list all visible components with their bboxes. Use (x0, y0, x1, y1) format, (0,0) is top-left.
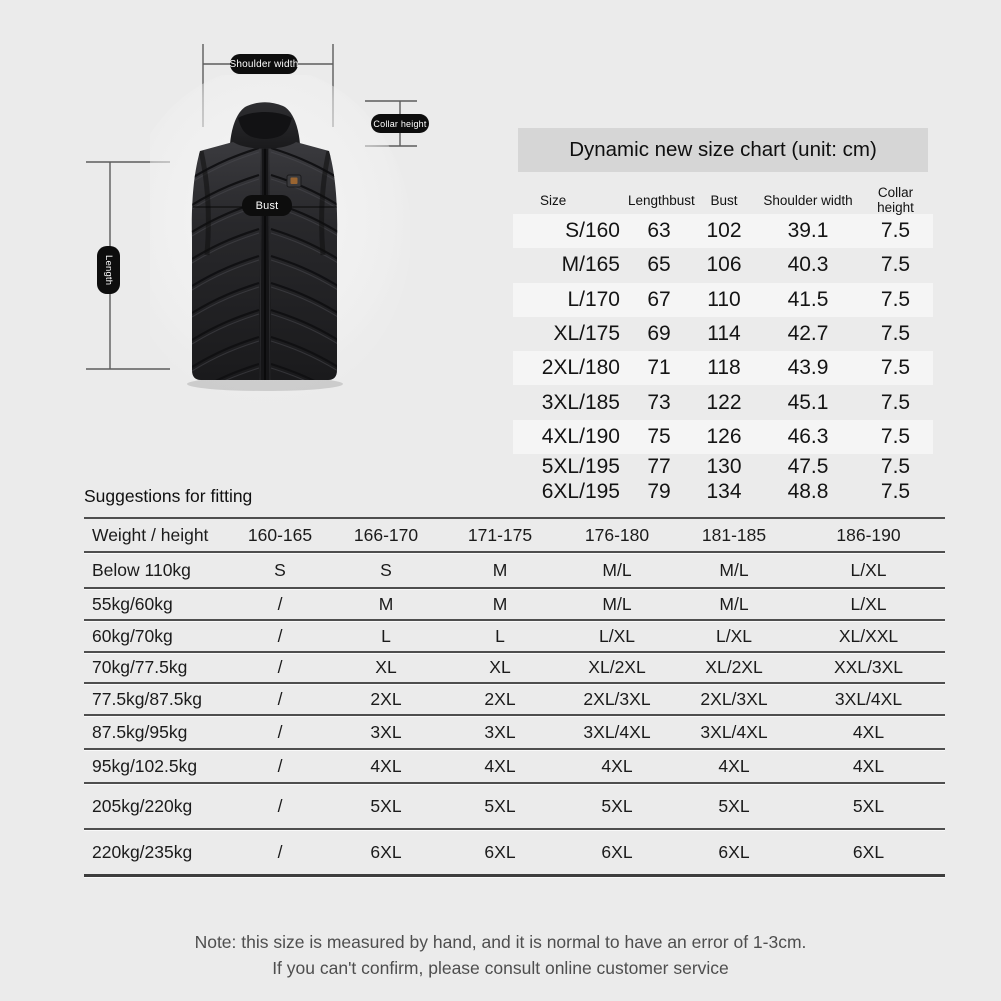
fitting-column-header: 176-180 (584, 524, 650, 545)
size-chart-title: Dynamic new size chart (unit: cm) (518, 128, 928, 172)
fitting-table-row (84, 750, 945, 784)
fitting-column-header: 181-185 (701, 524, 767, 545)
fitting-table-cell: 3XL (370, 721, 402, 742)
size-table-row (513, 283, 933, 317)
fitting-table-row (84, 621, 945, 653)
size-table-cell: 130 (706, 454, 742, 478)
fitting-table-cell: 4XL (852, 721, 885, 742)
fitting-table-cell: 5XL (852, 795, 885, 816)
fitting-table-cell: Below 110kg (92, 559, 191, 580)
fitting-column-header: 186-190 (836, 524, 901, 545)
size-table-cell: 5XL/195 (541, 454, 620, 478)
fitting-table-row (84, 653, 945, 684)
size-table-cell: 47.5 (787, 454, 829, 478)
fitting-table-cell: 6XL (484, 841, 516, 862)
size-table-cell: 7.5 (880, 356, 911, 380)
size-chart-column-headers (513, 185, 933, 215)
fitting-table-cell: L/XL (850, 559, 887, 580)
fitting-table-cell: XL/2XL (705, 657, 763, 677)
fitting-table-cell: XL/XXL (838, 625, 899, 646)
fitting-column-header: 160-165 (247, 524, 313, 545)
fitting-table-cell: XL (375, 657, 397, 677)
fitting-table-cell: 70kg/77.5kg (92, 657, 188, 677)
size-column-header: Shoulder width (763, 192, 853, 208)
size-table-cell: S/160 (565, 219, 620, 243)
size-table-cell: 65 (647, 253, 671, 277)
fitting-table-cell: 2XL (370, 688, 402, 709)
size-table-cell: 102 (706, 219, 742, 243)
size-table-cell: 69 (647, 322, 671, 346)
size-table-cell: 40.3 (787, 253, 829, 277)
size-table-row (513, 420, 933, 454)
fitting-table-cell: XXL/3XL (833, 657, 904, 677)
size-column-header: Lengthbust (628, 192, 695, 208)
fitting-table-cell: S (380, 559, 392, 580)
fitting-table-cell: M/L (719, 593, 749, 614)
fitting-table-cell: M (492, 593, 508, 614)
size-table-cell: 48.8 (787, 479, 829, 503)
size-table-cell: 46.3 (787, 424, 829, 448)
fitting-table-cell: M (378, 593, 394, 614)
fitting-table-cell: 4XL (718, 755, 750, 776)
fitting-table-cell: XL/2XL (588, 657, 646, 677)
fitting-table-cell: M/L (602, 593, 632, 614)
fitting-table-cell: M/L (719, 559, 749, 580)
fitting-table-cell: L (381, 625, 391, 646)
fitting-table-cell: 87.5kg/95kg (92, 721, 188, 742)
size-table-cell: 41.5 (787, 287, 829, 311)
length-label: Length (97, 246, 120, 294)
fitting-column-header: 166-170 (353, 524, 419, 545)
fitting-table-cell: 77.5kg/87.5kg (92, 688, 202, 709)
size-table-row (513, 214, 933, 248)
fitting-table (84, 517, 945, 877)
size-table-cell: 7.5 (880, 390, 911, 414)
fitting-table-cell: 6XL (601, 841, 633, 862)
size-table-cell: 114 (707, 322, 741, 346)
size-chart-rows (513, 214, 933, 504)
fitting-table-cell: 2XL/3XL (700, 688, 768, 709)
fitting-table-cell: 60kg/70kg (92, 625, 173, 646)
fitting-table-cell: L (495, 625, 505, 646)
size-table-cell: 134 (706, 479, 742, 503)
size-table-cell: 7.5 (880, 454, 911, 478)
size-table-cell: 106 (706, 253, 742, 277)
size-table-row (513, 454, 933, 479)
fitting-table-cell: 5XL (718, 795, 750, 816)
size-table-cell: 77 (647, 454, 671, 478)
fitting-table-cell: 4XL (852, 755, 885, 776)
fitting-table-row (84, 784, 945, 830)
fitting-section-title: Suggestions for fitting (84, 486, 253, 506)
fitting-table-cell: M (492, 559, 508, 580)
fitting-table-cell: / (277, 688, 283, 709)
size-table-cell: 7.5 (880, 322, 911, 346)
heat-control-button (287, 175, 301, 187)
size-table-cell: 71 (647, 356, 671, 380)
size-table-cell: 39.1 (787, 219, 829, 243)
fitting-header-row (84, 519, 945, 553)
size-table-row (513, 248, 933, 282)
fitting-column-header: 171-175 (467, 524, 533, 545)
fitting-table-cell: L/XL (716, 625, 752, 646)
fitting-table-cell: L/XL (850, 593, 887, 614)
size-table-cell: 79 (647, 479, 671, 503)
fitting-table-cell: 3XL/4XL (700, 721, 768, 742)
size-table-cell: 45.1 (787, 390, 829, 414)
size-table-row (513, 479, 933, 504)
size-table-cell: 7.5 (880, 219, 911, 243)
fitting-table-cell: 4XL (370, 755, 402, 776)
fitting-table-row (84, 716, 945, 750)
fitting-table-cell: / (277, 795, 283, 816)
size-column-header: Size (540, 192, 567, 208)
fitting-table-cell: L/XL (599, 625, 635, 646)
fitting-table-cell: 220kg/235kg (92, 841, 193, 862)
size-table-row (513, 317, 933, 351)
fitting-table-row (84, 589, 945, 621)
fitting-column-header: Weight / height (92, 524, 209, 545)
fitting-table-cell: 6XL (852, 841, 885, 862)
fitting-table-cell: 55kg/60kg (92, 593, 173, 614)
fitting-table-row (84, 830, 945, 877)
size-table-cell: 6XL/195 (541, 479, 620, 503)
fitting-table-cell: 4XL (484, 755, 516, 776)
fitting-table-cell: / (277, 841, 283, 862)
size-table-cell: 42.7 (787, 322, 829, 346)
size-table-cell: 4XL/190 (541, 424, 620, 448)
size-table-cell: 118 (707, 356, 741, 380)
fitting-table-cell: 5XL (370, 795, 402, 816)
fitting-table-cell: / (277, 657, 283, 677)
size-table-cell: 75 (647, 424, 671, 448)
fitting-table-cell: 205kg/220kg (92, 795, 193, 816)
note-line-1: Note: this size is measured by hand, and it is normal to have an error of 1-3cm. (194, 932, 807, 952)
size-table-cell: 122 (706, 390, 742, 414)
size-table-cell: XL/175 (553, 322, 620, 346)
fitting-table-cell: 2XL/3XL (583, 688, 651, 709)
fitting-table-cell: S (274, 559, 286, 580)
size-table-cell: 126 (706, 424, 742, 448)
size-table-cell: 110 (707, 287, 741, 311)
size-table-cell: L/170 (567, 287, 620, 311)
note-line-2: If you can't confirm, please consult online customer service (272, 958, 729, 978)
size-table-row (513, 351, 933, 385)
note-text (0, 929, 1001, 981)
size-table-cell: 2XL/180 (541, 356, 620, 380)
shoulder-width-label: Shoulder width (230, 54, 298, 74)
fitting-table-cell: 3XL/4XL (834, 688, 903, 709)
collar-height-label: Collar height (371, 114, 429, 133)
fitting-table-cell: / (277, 721, 283, 742)
size-table-cell: 7.5 (880, 479, 911, 503)
fitting-table-cell: 4XL (601, 755, 633, 776)
size-table-cell: 7.5 (880, 287, 911, 311)
size-table-row (513, 385, 933, 419)
fitting-table-cell: 6XL (370, 841, 402, 862)
zipper (259, 144, 271, 380)
size-table-cell: 3XL/185 (541, 390, 620, 414)
fitting-table-cell: 5XL (484, 795, 516, 816)
bust-label: Bust (242, 195, 292, 216)
size-table-cell: 7.5 (880, 253, 911, 277)
fitting-table-cell: / (277, 755, 283, 776)
size-table-cell: 63 (647, 219, 671, 243)
size-column-header: Collar height (877, 185, 914, 215)
size-table-cell: 67 (647, 287, 671, 311)
fitting-table-cell: 3XL (484, 721, 516, 742)
fitting-table-cell: XL (489, 657, 511, 677)
size-table-cell: 7.5 (880, 424, 911, 448)
fitting-table-row (84, 553, 945, 589)
size-chart-section (513, 128, 933, 504)
fitting-table-cell: 6XL (718, 841, 750, 862)
fitting-table-cell: / (277, 625, 283, 646)
fitting-table-cell: 95kg/102.5kg (92, 755, 198, 776)
fitting-table-cell: 5XL (601, 795, 633, 816)
fitting-table-cell: / (277, 593, 283, 614)
fitting-table-cell: M/L (602, 559, 632, 580)
fitting-table-cell: 3XL/4XL (583, 721, 651, 742)
size-table-cell: 73 (647, 390, 671, 414)
size-table-cell: 43.9 (787, 356, 829, 380)
size-table-cell: M/165 (561, 253, 620, 277)
size-column-header: Bust (710, 192, 738, 208)
fitting-table-cell: 2XL (484, 688, 516, 709)
fitting-table-row (84, 684, 945, 716)
